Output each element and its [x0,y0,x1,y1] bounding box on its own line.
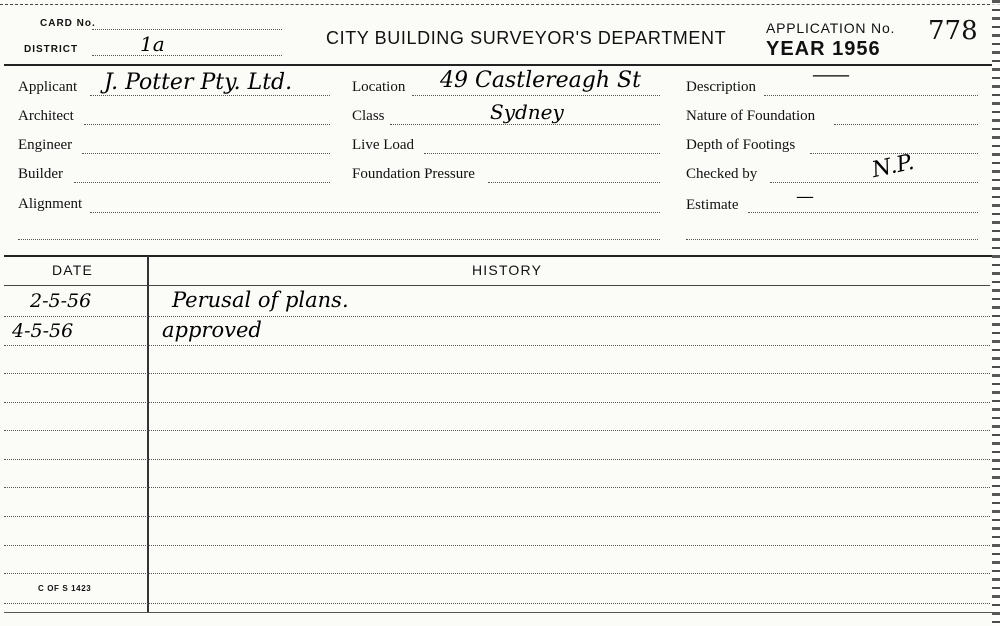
nature-of-foundation-line [834,124,978,125]
card-bottom-rule [4,612,992,613]
history-top-rule [4,255,992,257]
card-no-label: CARD No. [40,18,96,29]
district-line [92,55,282,56]
table-row-rule [4,316,990,317]
year-label: YEAR 1956 [766,38,881,60]
history-text-1: Perusal of plans. [172,288,349,312]
checked-by-label: Checked by [686,166,758,182]
architect-line [84,124,330,125]
history-date-1: 2-5-56 [30,290,92,312]
foundation-pressure-label: Foundation Pressure [352,166,475,182]
applicant-value: J. Potter Pty. Ltd. [104,70,293,95]
class-label: Class [352,108,385,124]
history-header: HISTORY [472,262,543,278]
table-row-rule [4,516,990,517]
table-row-rule [4,459,990,460]
architect-label: Architect [18,108,74,124]
card-no-line [92,29,282,30]
table-row-rule [4,573,990,574]
district-value: 1a [140,32,165,56]
class-line [390,124,660,125]
applicant-line [90,95,330,96]
date-column-divider [147,256,149,612]
estimate-line [748,212,978,213]
blank-line-left [18,239,660,240]
date-header: DATE [52,262,94,278]
application-no-label: APPLICATION No. [766,20,896,36]
department-title: CITY BUILDING SURVEYOR'S DEPARTMENT [326,28,727,48]
nature-of-foundation-label: Nature of Foundation [686,108,816,124]
engineer-label: Engineer [18,137,73,153]
estimate-value: — [796,186,814,207]
history-text-2: approved [162,318,262,342]
description-line [764,95,978,96]
foundation-pressure-line [488,182,660,183]
live-load-line [424,153,660,154]
application-no-value: 778 [928,16,978,46]
class-value: Sydney [490,100,564,124]
table-row-rule [4,603,990,604]
location-line [412,95,660,96]
location-label: Location [352,79,406,95]
alignment-line [90,212,660,213]
table-row-rule [4,545,990,546]
description-value: —— [812,62,848,86]
builder-line [74,182,330,183]
builder-label: Builder [18,166,63,182]
estimate-label: Estimate [686,197,739,213]
history-date-2: 4-5-56 [12,320,74,342]
location-value: 49 Castlereagh St [440,68,641,93]
live-load-label: Live Load [352,137,415,153]
form-code: C OF S 1423 [38,584,92,593]
card-top-edge [0,0,1000,5]
engineer-line [82,153,330,154]
table-row-rule [4,345,990,346]
applicant-label: Applicant [18,79,78,95]
description-label: Description [686,79,756,95]
blank-line-right [686,239,978,240]
table-row-rule [4,430,990,431]
depth-of-footings-label: Depth of Footings [686,137,796,153]
district-label: DISTRICT [24,44,79,55]
card-right-edge [992,0,1000,626]
table-row-rule [4,373,990,374]
alignment-label: Alignment [18,196,83,212]
table-row-rule [4,402,990,403]
history-header-rule [4,285,990,286]
checked-by-value: N.P. [869,149,917,184]
table-row-rule [4,487,990,488]
